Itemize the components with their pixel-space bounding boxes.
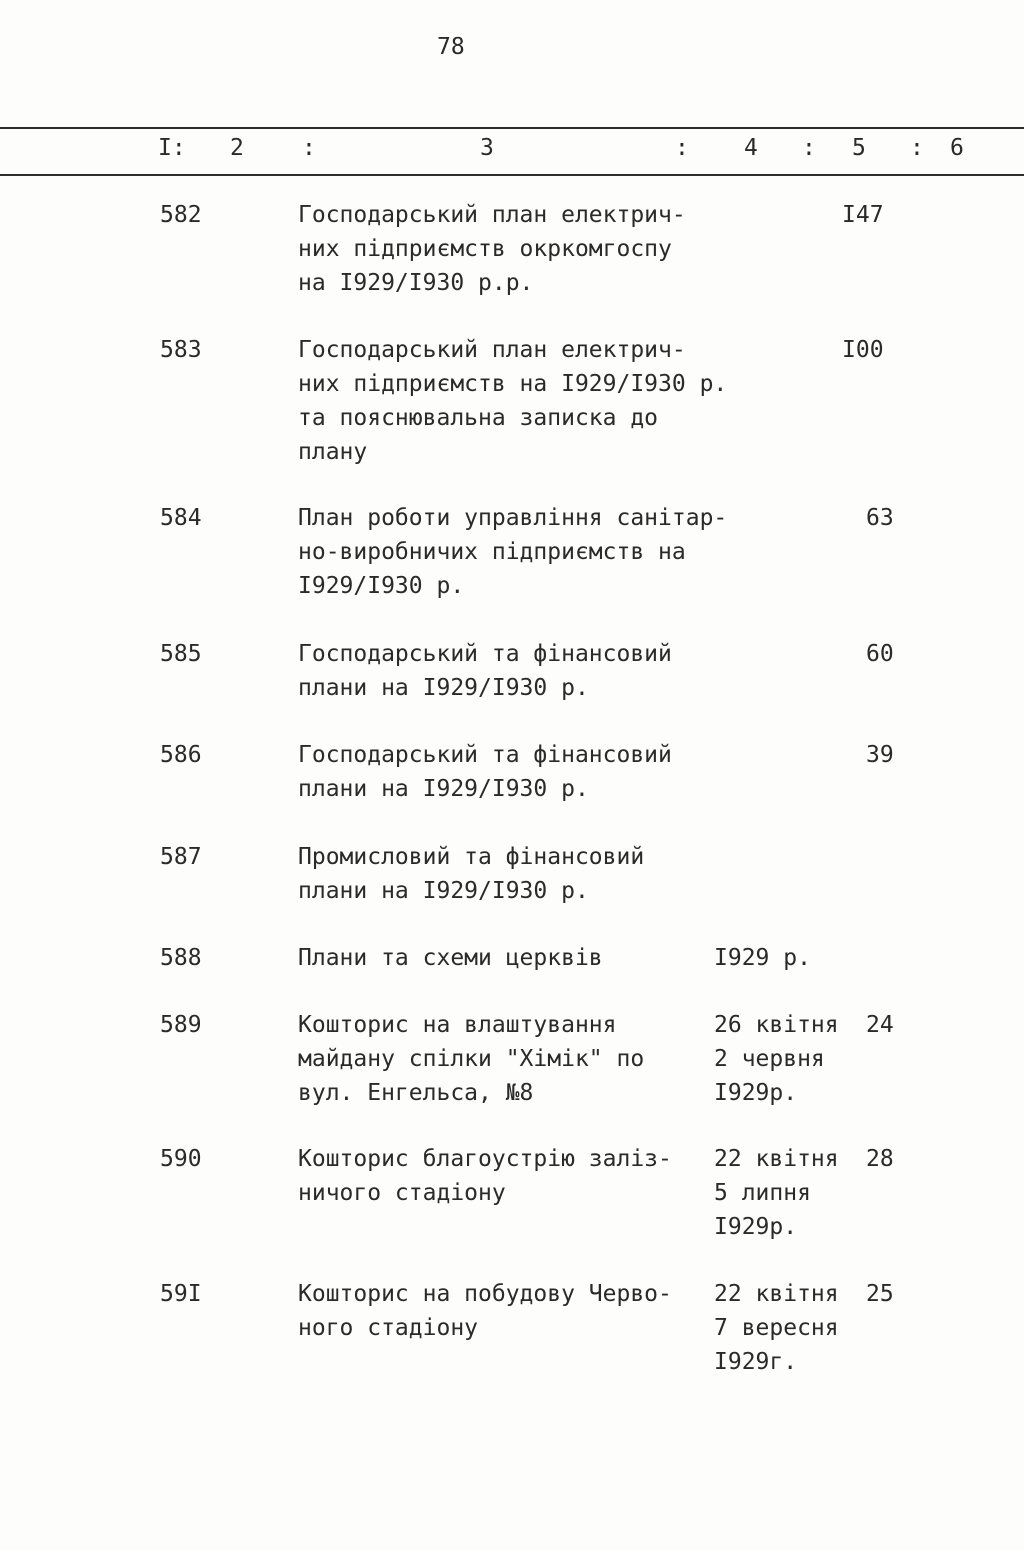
entry-sheets: 39 (866, 742, 894, 768)
entry-date: 26 квітня 2 червня I929р. (714, 1012, 839, 1106)
header-separator: : (675, 135, 689, 161)
entry-number: 589 (160, 1012, 202, 1038)
entry-number: 584 (160, 505, 202, 531)
entry-title: Кошторис на влаштування майдану спілки "Хімік" по вул. Енгельса, №8 (298, 1012, 645, 1106)
header-col-1: I: (158, 135, 186, 161)
header-rule-bottom (0, 174, 1024, 176)
entry-title: Господарський план електрич- них підприємств окркомгоспу на I929/I930 р.р. (298, 202, 686, 296)
entry-title: План роботи управління санітар- но-виробничих підприємств на I929/I930 р. (298, 505, 728, 599)
entry-title: Кошторис на побудову Черво- ного стадіону (298, 1281, 672, 1341)
entry-number: 590 (160, 1146, 202, 1172)
entry-title: Господарський план електрич- них підприємств на I929/I930 р. та пояснювальна записка до плану (298, 337, 728, 465)
entry-sheets: 25 (866, 1281, 894, 1307)
header-col-5: 5 (852, 135, 866, 161)
entry-number: 59I (160, 1281, 202, 1307)
header-separator: : (802, 135, 816, 161)
header-separator: : (910, 135, 924, 161)
header-col-3: 3 (480, 135, 494, 161)
entry-sheets: 24 (866, 1012, 894, 1038)
header-col-6: 6 (950, 135, 964, 161)
entry-number: 583 (160, 337, 202, 363)
entry-number: 587 (160, 844, 202, 870)
entry-sheets: 60 (866, 641, 894, 667)
entry-number: 588 (160, 945, 202, 971)
entry-sheets: 28 (866, 1146, 894, 1172)
header-col-2: 2 (230, 135, 244, 161)
entry-title: Господарський та фінансовий плани на I929/I930 р. (298, 641, 672, 701)
entry-number: 585 (160, 641, 202, 667)
header-separator: : (302, 135, 316, 161)
entry-sheets: 63 (866, 505, 894, 531)
entry-title: Плани та схеми церквів (298, 945, 603, 971)
page-number: 78 (437, 34, 465, 60)
header-rule-top (0, 127, 1024, 129)
entry-date: 22 квітня 7 вересня I929г. (714, 1281, 839, 1375)
entry-date: 22 квітня 5 липня I929р. (714, 1146, 839, 1240)
entry-sheets: I00 (842, 337, 884, 363)
header-col-4: 4 (744, 135, 758, 161)
entry-date: I929 р. (714, 945, 811, 971)
entry-number: 586 (160, 742, 202, 768)
entry-sheets: I47 (842, 202, 884, 228)
entry-title: Господарський та фінансовий плани на I929/I930 р. (298, 742, 672, 802)
entry-title: Кошторис благоустрію заліз- ничого стадіону (298, 1146, 672, 1206)
entry-title: Промисловий та фінансовий плани на I929/I930 р. (298, 844, 645, 904)
entry-number: 582 (160, 202, 202, 228)
